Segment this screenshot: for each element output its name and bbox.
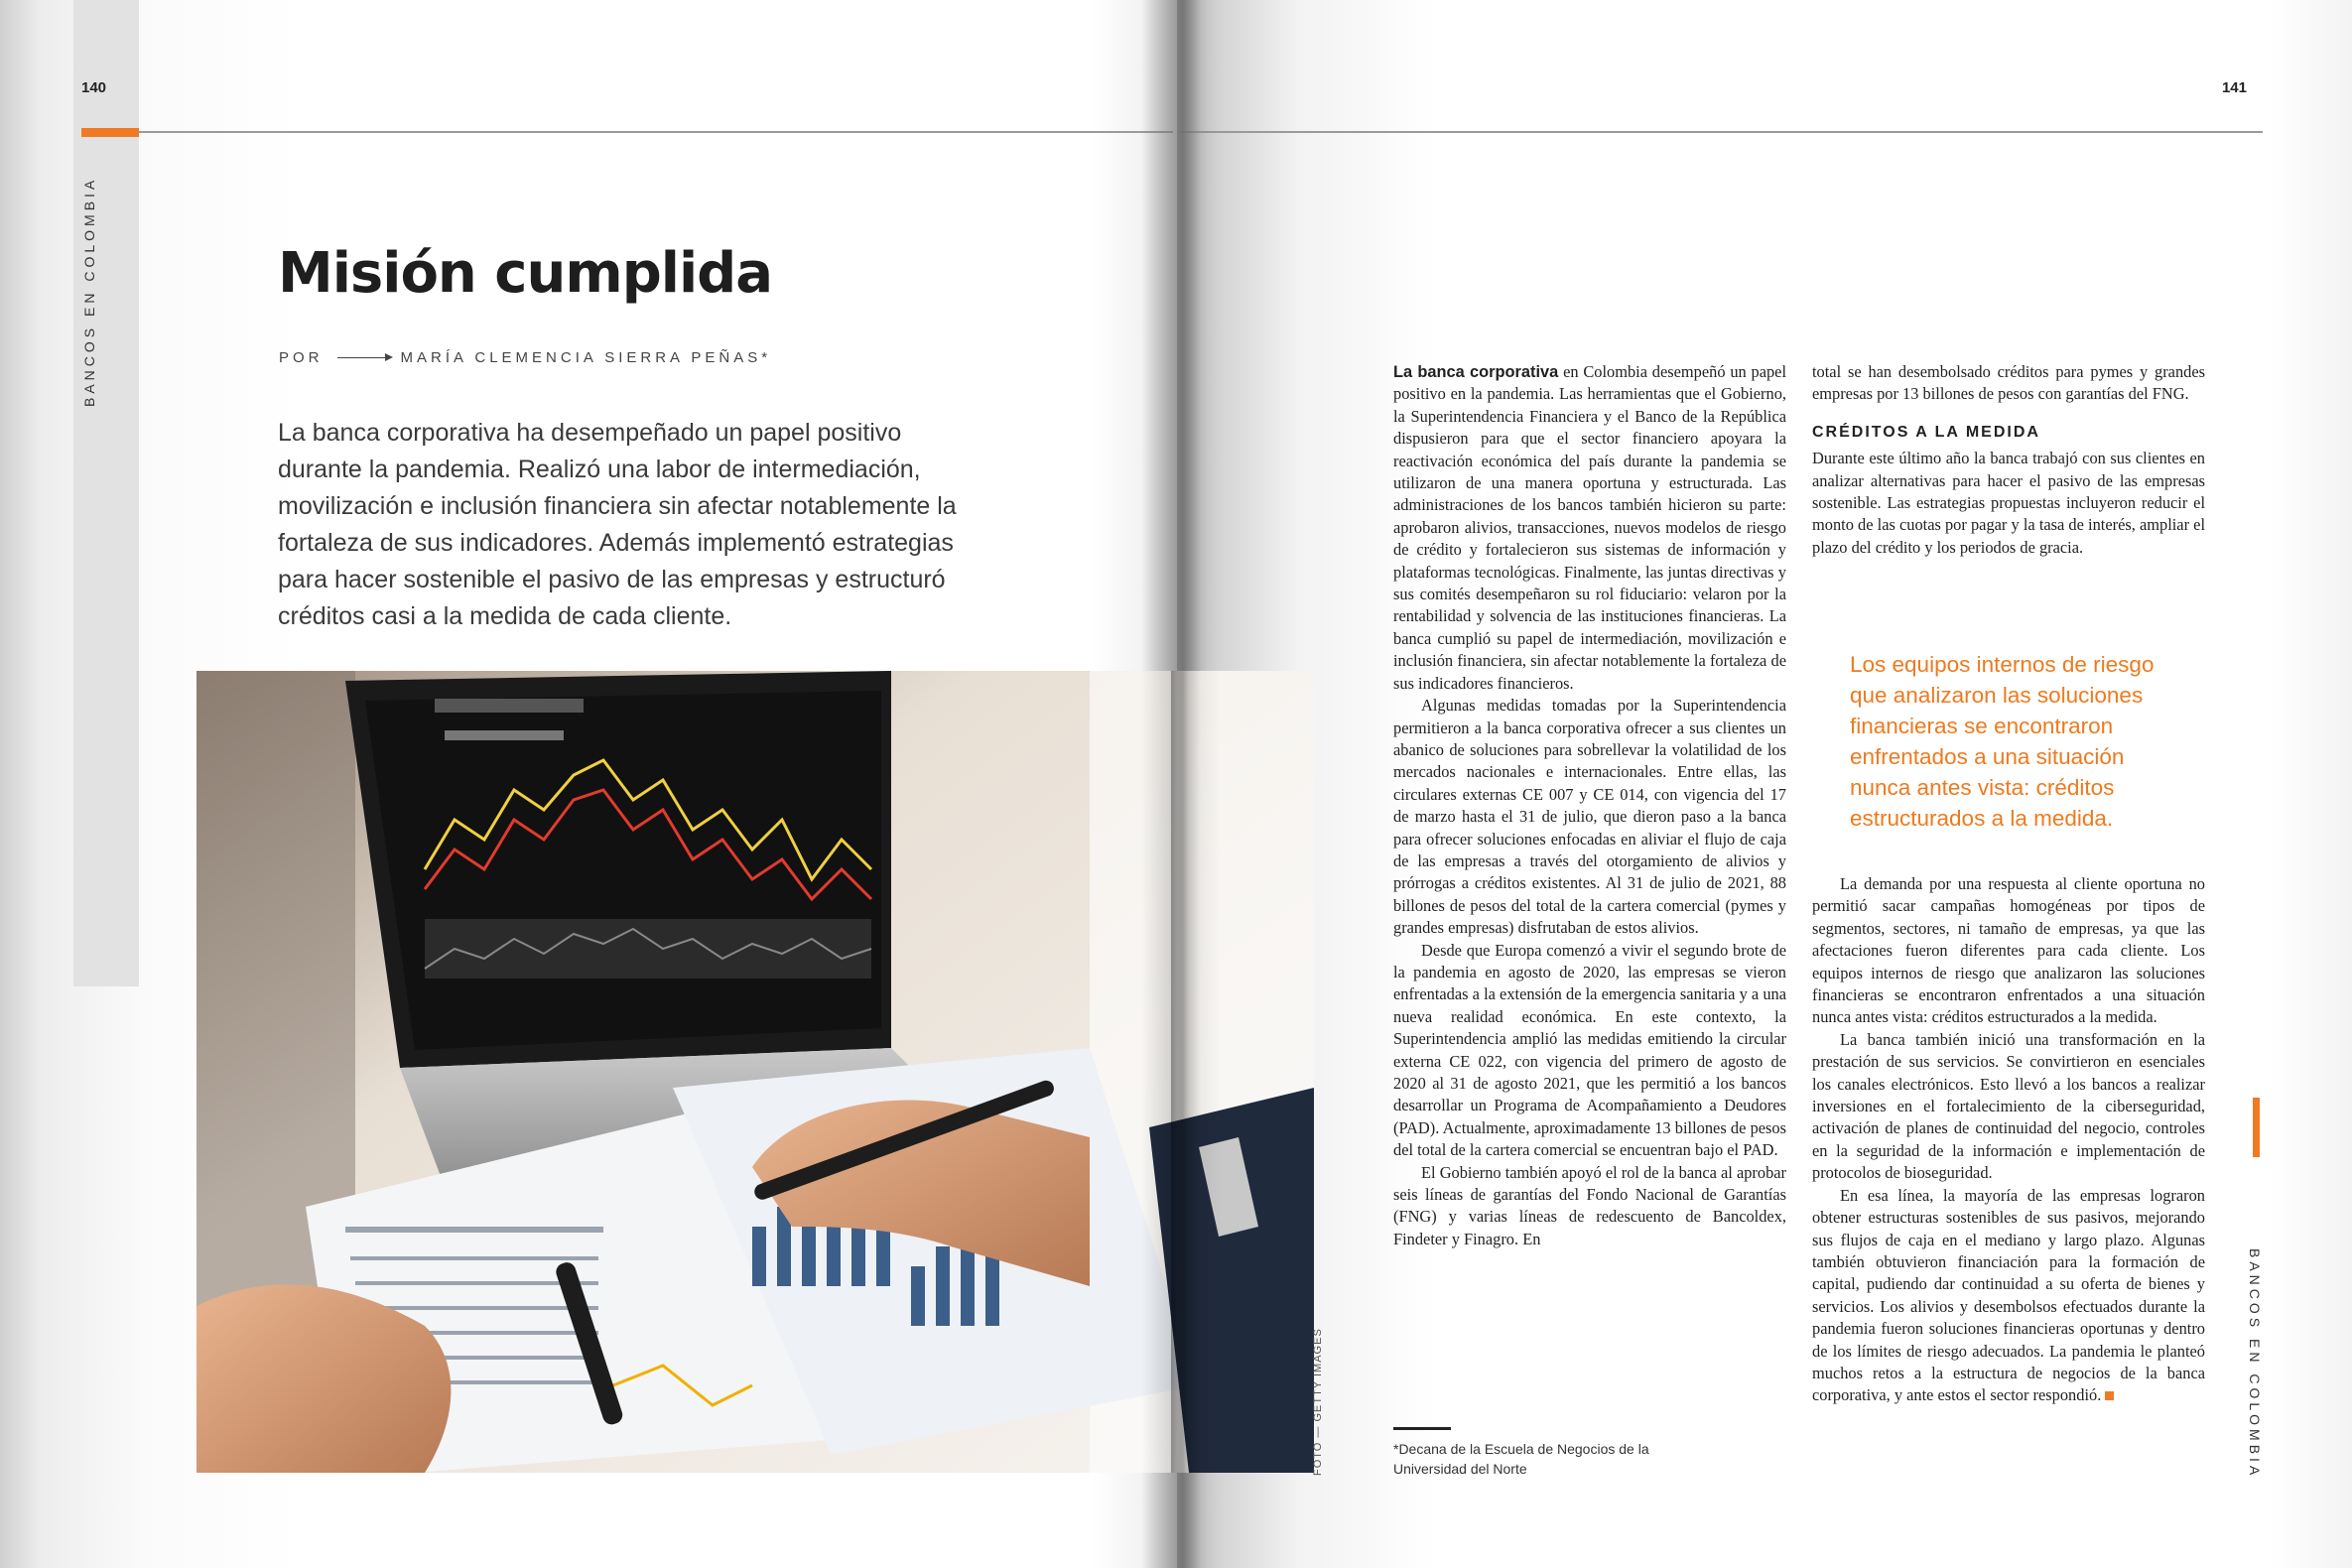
article-title: Misión cumplida	[278, 241, 773, 306]
paragraph: Desde que Europa comenzó a vivir el segundo brote de la pandemia en agosto de 2020, las empresas se vieron enfrentadas a la extensión de la emergencia sanitaria y a una nueva realidad económica. En este contexto, la Superintendencia amplió las medidas emitiendo la circular externa CE 022, con vigencia del primero de agosto de 2020 al 31 de agosto 2021, que les permitió a los bancos desarrollar un Programa de Acompañamiento a Deudores (PAD). Actualmente, aproximadamente 13 billones de pesos del total de la cartera comercial se encuentran bajo el PAD.	[1393, 940, 1786, 1160]
paragraph: El Gobierno también apoyó el rol de la banca al aprobar seis líneas de garantías del Fondo Nacional de Garantías (FNG) y varias líneas de redescuento de Bancoldex, Findeter y Finagro. En	[1393, 1162, 1786, 1248]
footnote-rule	[1393, 1427, 1451, 1430]
arrow-right-icon	[337, 357, 391, 358]
footnote: *Decana de la Escuela de Negocios de la Universidad del Norte	[1393, 1441, 1649, 1477]
section-band	[73, 0, 139, 986]
byline-prefix: POR	[279, 349, 324, 366]
body-column-1	[1393, 361, 1786, 1250]
author-name: MARÍA CLEMENCIA SIERRA PEÑAS*	[400, 349, 772, 366]
page-number: 140	[81, 79, 107, 96]
lead-in: La banca corporativa	[1393, 363, 1559, 381]
pull-quote: Los equipos internos de riesgo que analizaron las soluciones financieras se encontraron enfrentados a una situación nunca antes vista: créditos estructurados a la medida.	[1850, 652, 2155, 831]
paragraph	[1812, 1185, 2205, 1407]
accent-tab	[81, 128, 139, 137]
paragraph: La demanda por una respuesta al cliente oportuna no permitió sacar campañas homogéneas por tipos de segmentos, sectores, ni tamaño de empresas, ya que las afectaciones fueron diferentes para cada cliente. Los equipos internos de riesgo que analizaron las soluciones financieras se encontraron enfrentados a una situación nunca antes vista: créditos estructurados a la medida.	[1812, 874, 2205, 1027]
spine-shadow	[1141, 0, 1221, 1568]
paragraph-text: En esa línea, la mayoría de las empresas lograron obtener estructuras sostenibles de sus pasivos, mejorando sus flujos de caja en el mediano y largo plazo. Algunas también obtuvieron financiación para la formación de capital, pudiendo dar continuidad a su oferta de bienes y servicios. Los alivios y desembolsos efectuados durante la pandemia fueron soluciones financieras oportunas y dentro de los límites de riesgo adecuados. La pandemia le planteó muchos retos a la estructura de negocios de la banca corporativa, y ante estos el sector respondió.	[1812, 1185, 2205, 1405]
body-column-2-bottom	[1812, 873, 2205, 1407]
byline	[279, 349, 771, 366]
paragraph: total se han desembolsado créditos para pymes y grandes empresas por 13 billones de pesos con garantías del FNG.	[1812, 362, 2205, 404]
page-number: 141	[2221, 79, 2247, 96]
section-label: BANCOS EN COLOMBIA	[81, 176, 97, 407]
paragraph	[1393, 361, 1786, 695]
end-mark-icon	[2105, 1391, 2114, 1400]
paragraph-text: en Colombia desempeñó un papel positivo en la pandemia. Las herramientas que el Gobierno, la Superintendencia Financiera y el Banco de la República dispusieron para que el sector financiero apoyara la reactivación económica del país durante la pandemia se utilizaron de una manera oportuna y estructurada. Las administraciones de los bancos también hicieron su parte: aprobaron alivios, transacciones, nuevos modelos de riesgo de crédito y fortalecieron sus sistemas de información y plataformas tecnológicas. Finalmente, las juntas directivas y sus comités desempeñaron su rol fiduciario: velaron por la rentabilidad y solvencia de las instituciones financieras. La banca cumplió su papel de intermediación, movilización e inclusión financiera, sin afectar notablemente la fortaleza de sus indicadores financieros.	[1393, 362, 1786, 693]
paragraph: La banca también inició una transformación en la prestación de sus servicios. Se convirtieron en esenciales los canales electrónicos. Esto llevó a los bancos a realizar inversiones en el fortalecimiento de la ciberseguridad, activación de planes de continuidad del negocio, controles en la seguridad de la información e implementación de protocolos de bioseguridad.	[1812, 1029, 2205, 1183]
header-rule	[81, 131, 1173, 133]
body-column-2-top	[1812, 361, 2205, 559]
photo-credit: FOTO — GETTY IMAGES	[1312, 1328, 1324, 1476]
subheading: CRÉDITOS A LA MEDIDA	[1812, 423, 2040, 441]
paragraph: Algunas medidas tomadas por la Superintendencia permitieron a la banca corporativa ofrecer a sus clientes un abanico de soluciones para sobrellevar la volatilidad de los mercados nacionales e internacionales. Entre ellas, las circulares externas CE 007 y CE 014, con vigencia del 17 de marzo hasta el 31 de julio, que dieron paso a la banca para ofrecer soluciones enfocadas en aliviar el flujo de caja de las empresas a través del otorgamiento de alivios y prórrogas a créditos existentes. Al 31 de julio de 2021, 88 billones de pesos del total de la cartera comercial (pymes y grandes empresas) disfrutaban de estos alivios.	[1393, 696, 1786, 938]
accent-tick	[2253, 1098, 2260, 1157]
lede-paragraph: La banca corporativa ha desempeñado un papel positivo durante la pandemia. Realizó una labor de intermediación, movilización e inclusión financiera sin afectar notablemente la fortaleza de sus indicadores. Además implementó estrategias para hacer sostenible el pasivo de las empresas y estructuró créditos casi a la medida de cada cliente.	[278, 419, 957, 630]
header-rule	[1177, 131, 2263, 133]
paragraph: Durante este último año la banca trabajó con sus clientes en analizar alternativas para hacer el pasivo de las empresas sostenible. Las estrategias propuestas incluyeron reducir el monto de las cuotas por pagar y la tasa de interés, ampliar el plazo del crédito y los periodos de gracia.	[1812, 449, 2205, 557]
section-label: BANCOS EN COLOMBIA	[2247, 1248, 2263, 1480]
